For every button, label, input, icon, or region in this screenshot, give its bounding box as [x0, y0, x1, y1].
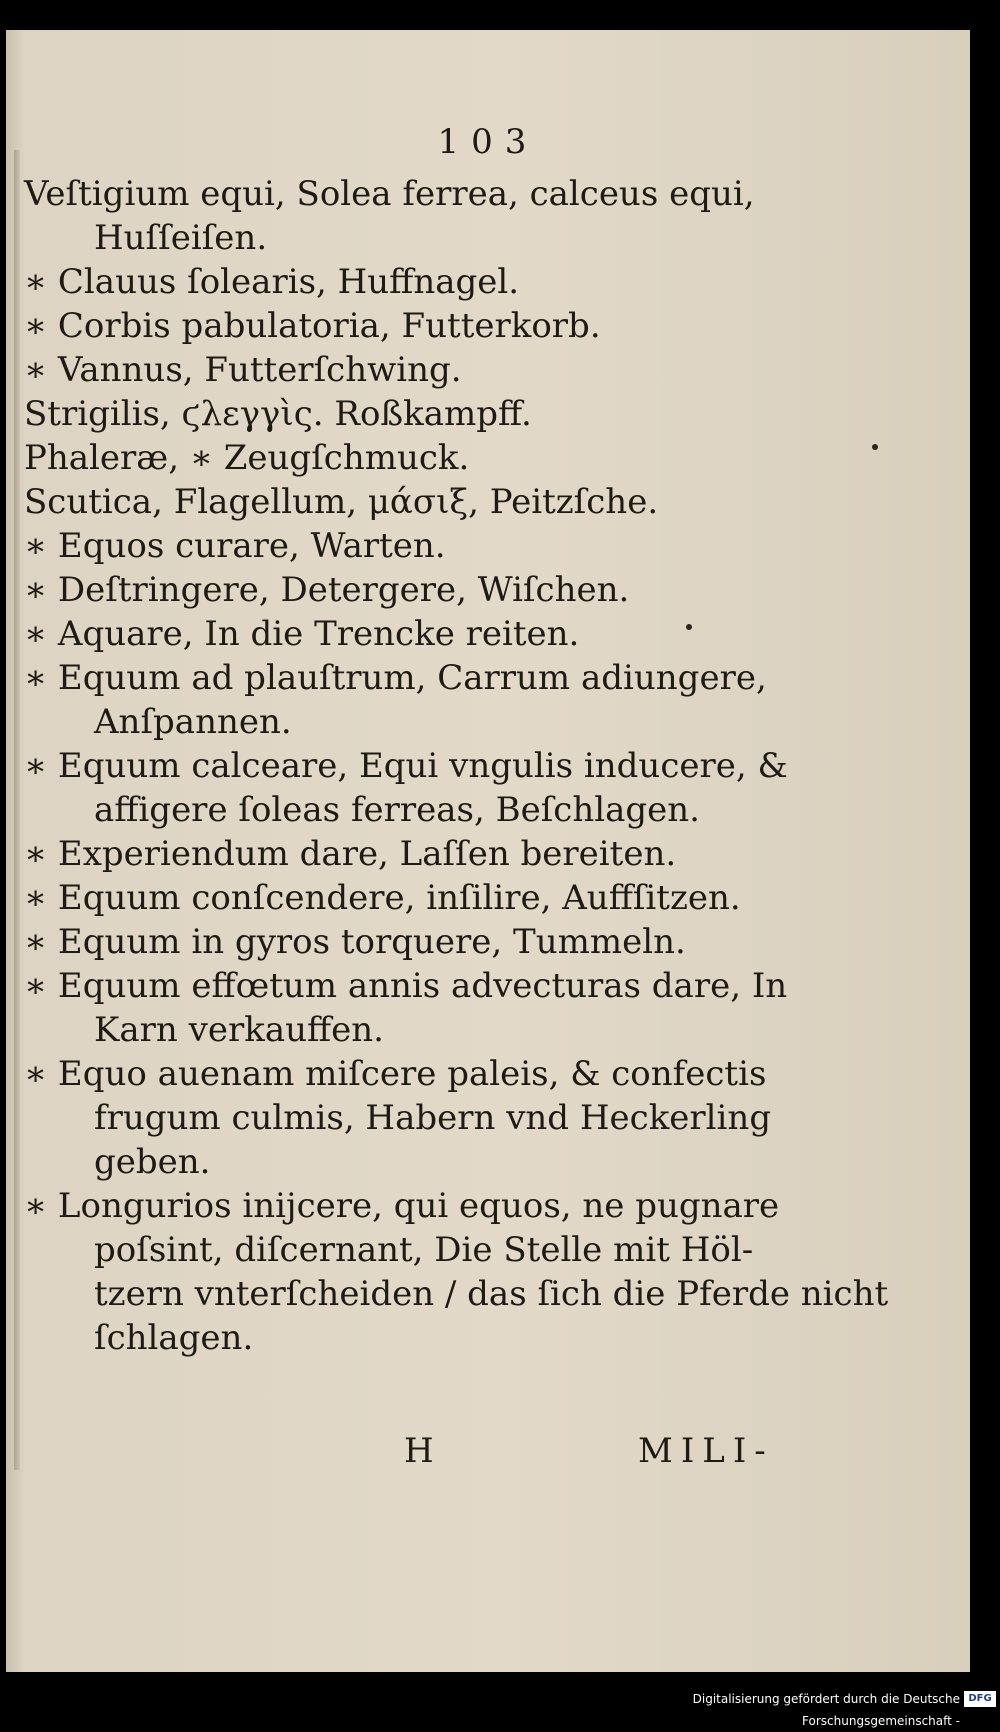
entry-line: Strigilis, ϛλεγγὶς. Roßkampff. [24, 394, 532, 434]
entry-line: Huſſeiſen. [94, 218, 268, 258]
dfg-logo: DFG [964, 1691, 996, 1707]
entry-line: ∗ Vannus, Futterſchwing. [24, 350, 462, 390]
entry-line: Karn verkauffen. [94, 1010, 384, 1050]
digitization-credit: Digitalisierung gefördert durch die Deutsche Forschungsgemeinschaft - [600, 1688, 1000, 1710]
entry [24, 876, 824, 920]
entry-line: affigere ſoleas ferreas, Beſchlagen. [94, 790, 700, 830]
entry-line: frugum culmis, Habern vnd Heckerling [94, 1098, 772, 1138]
entry [24, 348, 824, 392]
entry [24, 1184, 889, 1360]
entry-line: geben. [94, 1142, 211, 1182]
entry [24, 964, 824, 1052]
entry-line: ∗ Equo auenam miſcere paleis, & confectis [24, 1054, 767, 1094]
ink-speck [872, 444, 878, 450]
entry-line: Phaleræ, ∗ Zeugſchmuck. [24, 438, 470, 478]
entry [24, 172, 824, 260]
entry [24, 480, 824, 524]
entry [24, 524, 824, 568]
signature-mark: H [404, 1431, 434, 1471]
entry-line: ∗ Aquare, In die Trencke reiten. [24, 614, 580, 654]
ink-speck [686, 624, 692, 630]
entry [24, 744, 824, 832]
entry [24, 304, 824, 348]
entry [24, 1052, 824, 1184]
book-page [6, 30, 970, 1672]
entry [24, 260, 824, 304]
entry-line: ∗ Corbis pabulatoria, Futterkorb. [24, 306, 601, 346]
entry-line: ſchlagen. [94, 1318, 254, 1358]
entry-line: ∗ Deſtringere, Detergere, Wiſchen. [24, 570, 630, 610]
page-gutter [14, 150, 20, 1470]
entry-line: ∗ Longurios inijcere, qui equos, ne pugnare [24, 1186, 780, 1226]
entry [24, 568, 824, 612]
entry-line: ∗ Equum in gyros torquere, Tummeln. [24, 922, 686, 962]
entry-line: poſsint, diſcernant, Die Stelle mit Höl- [94, 1230, 754, 1270]
entry-line: Anſpannen. [94, 702, 292, 742]
entry [24, 612, 824, 656]
entry [24, 656, 824, 744]
entry [24, 832, 824, 876]
entry [24, 920, 824, 964]
entry [24, 392, 824, 436]
entry-line: ∗ Experiendum dare, Laſſen bereiten. [24, 834, 677, 874]
entry-line: Scutica, Flagellum, μάσιξ, Peitzſche. [24, 482, 659, 522]
entry-line: ∗ Equum effœtum annis advecturas dare, In [24, 966, 788, 1006]
entry-line: ∗ Equum calceare, Equi vngulis inducere, & [24, 746, 788, 786]
entry-line: ∗ Equum conſcendere, inſilire, Auffſitzen. [24, 878, 741, 918]
entry-line: ∗ Equum ad plauſtrum, Carrum adiungere, [24, 658, 767, 698]
entry [24, 436, 824, 480]
entry-line: ∗ Clauus ſolearis, Huffnagel. [24, 262, 520, 302]
entry-line: Veſtigium equi, Solea ferrea, calceus equi, [24, 174, 755, 214]
catchword: MILI- [638, 1431, 774, 1471]
page-number: 103 [437, 122, 539, 162]
entry-line: tzern vnterſcheiden / das ſich die Pferde nicht [94, 1274, 889, 1314]
entry-line: ∗ Equos curare, Warten. [24, 526, 446, 566]
